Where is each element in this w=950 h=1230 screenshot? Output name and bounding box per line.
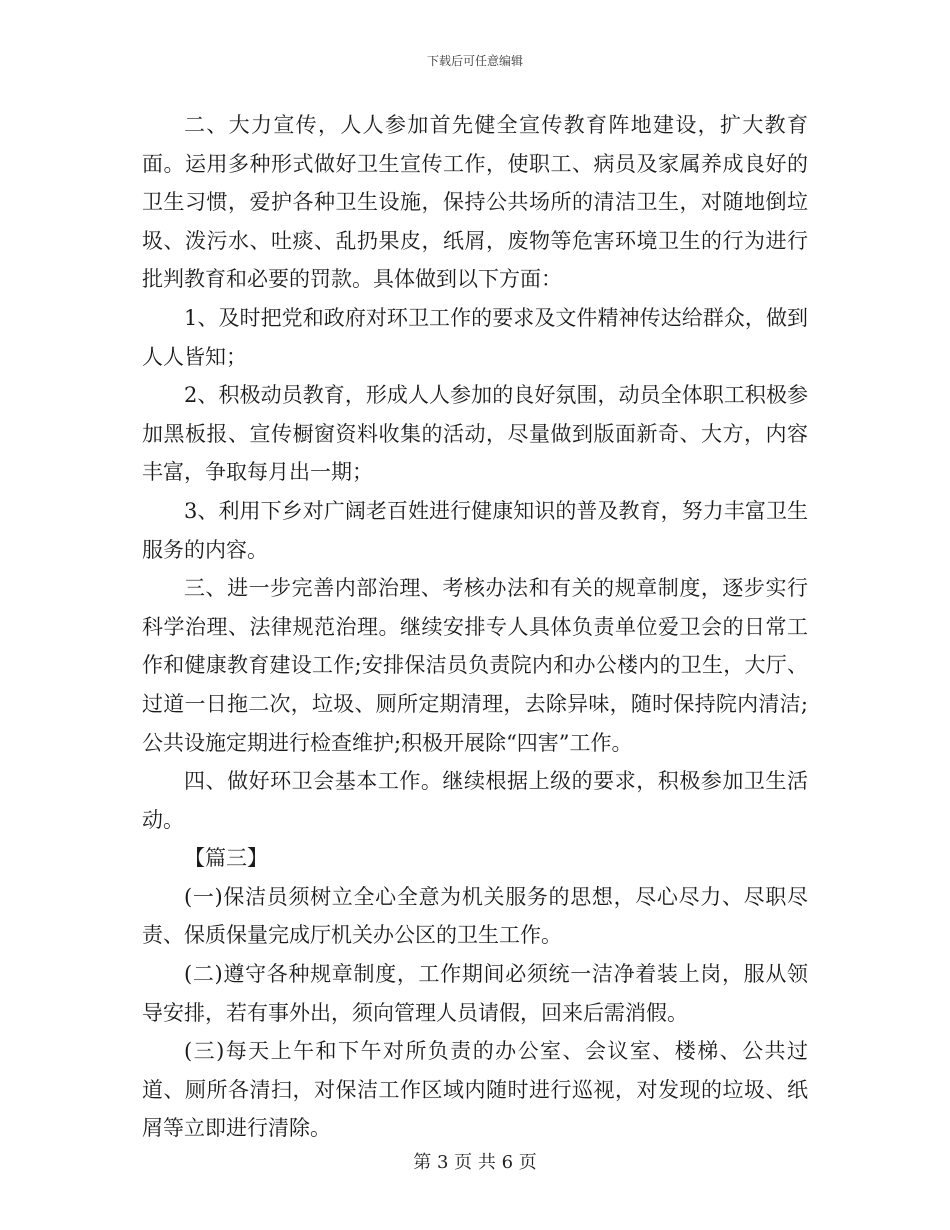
section-title: 【篇三】 — [184, 846, 268, 871]
paragraph-basic-work: 四、做好环卫会基本工作。继续根据上级的要求，积极参加卫生活动。 — [142, 769, 808, 832]
page-number: 第 3 页 共 6 页 — [413, 1152, 537, 1173]
paragraph-rule-3: (三)每天上午和下午对所负责的办公室、会议室、楼梯、公共过道、厕所各清扫，对保洁工作区域内随时进行巡视，对发现的垃圾、纸屑等立即进行清除。 — [142, 1039, 808, 1141]
paragraph-item-2: 2、积极动员教育，形成人人参加的良好氛围，动员全体职工积极参加黑板报、宣传橱窗资料收集的活动，尽量做到版面新奇、大方，内容丰富，争取每月出一期； — [142, 383, 808, 485]
paragraph-management: 三、进一步完善内部治理、考核办法和有关的规章制度，逐步实行科学治理、法律规范治理。继续安排专人具体负责单位爱卫会的日常工作和健康教育建设工作;安排保洁员负责院内和办公楼内的卫生，大厅、过道一日拖二次，垃圾、厕所定期清理，去除异味，随时保持院内清洁;公共设施定期进行检查维护;积极开展除“四害”工作。 — [142, 576, 808, 755]
page-header-note: 下载后可任意编辑 — [426, 54, 523, 68]
paragraph-publicity: 二、大力宣传，人人参加首先健全宣传教育阵地建设，扩大教育面。运用多种形式做好卫生宣传工作，使职工、病员及家属养成良好的卫生习惯，爱护各种卫生设施，保持公共场所的清洁卫生，对随地倒垃圾、泼污水、吐痰、乱扔果皮，纸屑，废物等危害环境卫生的行为进行批判教育和必要的罚款。具体做到以下方面： — [142, 113, 808, 292]
document-body — [142, 106, 808, 1148]
paragraph-item-3: 3、利用下乡对广阔老百姓进行健康知识的普及教育，努力丰富卫生服务的内容。 — [142, 498, 808, 562]
paragraph-rule-1: (一)保洁员须树立全心全意为机关服务的思想，尽心尽力、尽职尽责、保质保量完成厅机关办公区的卫生工作。 — [142, 884, 808, 948]
paragraph-item-1: 1、及时把党和政府对环卫工作的要求及文件精神传达给群众，做到人人皆知； — [142, 305, 808, 369]
paragraph-rule-2: (二)遵守各种规章制度，工作期间必须统一洁净着装上岗，服从领导安排，若有事外出，须向管理人员请假，回来后需消假。 — [142, 962, 808, 1025]
